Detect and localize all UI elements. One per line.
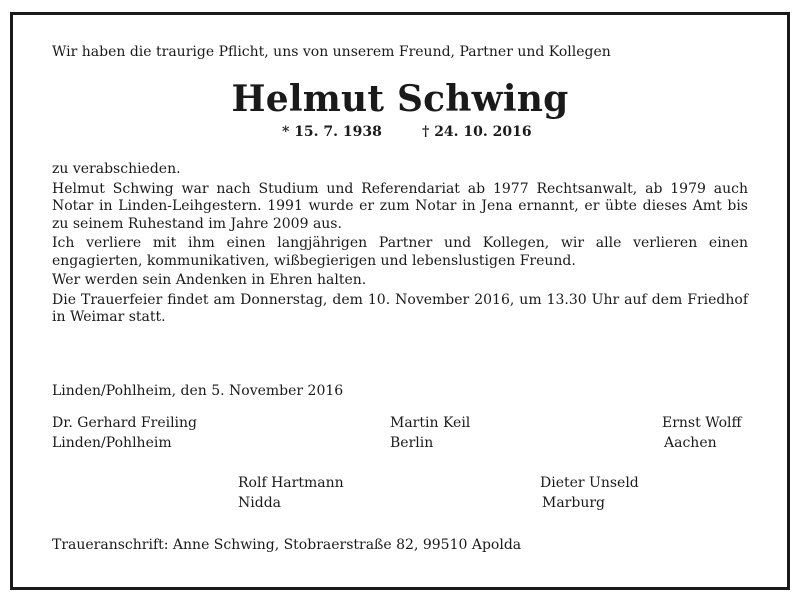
mourning-address: Traueranschrift: Anne Schwing, Stobraerstraße 82, 99510 Apolda — [52, 537, 522, 553]
body-paragraph: Helmut Schwing war nach Studium und Referendariat ab 1977 Rechtsanwalt, ab 1979 auch Notar in Linden-Leihgestern. 1991 wurde er zum Notar in Jena ernannt, er übte dieses Amt bis zu seinem Ruhestand im Jahre 2009 aus. — [52, 180, 748, 232]
signatory — [52, 413, 197, 453]
signatory-name: Rolf Hartmann — [238, 475, 344, 491]
body-paragraph: zu verabschieden. — [52, 161, 181, 177]
signatory-name: Ernst Wolff — [662, 415, 742, 431]
body-paragraph: Wer werden sein Andenken in Ehren halten. — [52, 272, 367, 288]
signatory-name: Dr. Gerhard Freiling — [52, 415, 198, 431]
notice-body — [52, 161, 748, 329]
death-date: † 24. 10. 2016 — [422, 124, 532, 140]
signatory — [540, 473, 639, 513]
body-paragraph: Die Trauerfeier findet am Donnerstag, dem 10. November 2016, um 13.30 Uhr auf dem Friedhof in Weimar statt. — [52, 291, 748, 325]
signatory-city: Linden/Pohlheim — [52, 435, 172, 451]
signatory-city: Berlin — [390, 435, 434, 451]
signatory-name: Martin Keil — [390, 415, 471, 431]
birth-date: * 15. 7. 1938 — [282, 124, 382, 140]
signatory-city: Nidda — [238, 495, 281, 511]
body-paragraph: Ich verliere mit ihm einen langjährigen Partner und Kollegen, wir alle verlieren einen engagierten, kommunikativen, wißbegierigen und lebenslustigen Freund. — [52, 235, 748, 269]
signatory-city: Marburg — [542, 495, 606, 511]
signatory — [662, 413, 741, 453]
intro-text: Wir haben die traurige Pflicht, uns von unserem Freund, Partner und Kollegen — [52, 44, 611, 60]
place-and-date: Linden/Pohlheim, den 5. November 2016 — [52, 383, 344, 399]
signatory-name: Dieter Unseld — [540, 475, 639, 491]
signatory-city: Aachen — [664, 435, 717, 451]
deceased-name: Helmut Schwing — [231, 78, 569, 120]
signatory — [238, 473, 344, 513]
signatory — [390, 413, 470, 453]
